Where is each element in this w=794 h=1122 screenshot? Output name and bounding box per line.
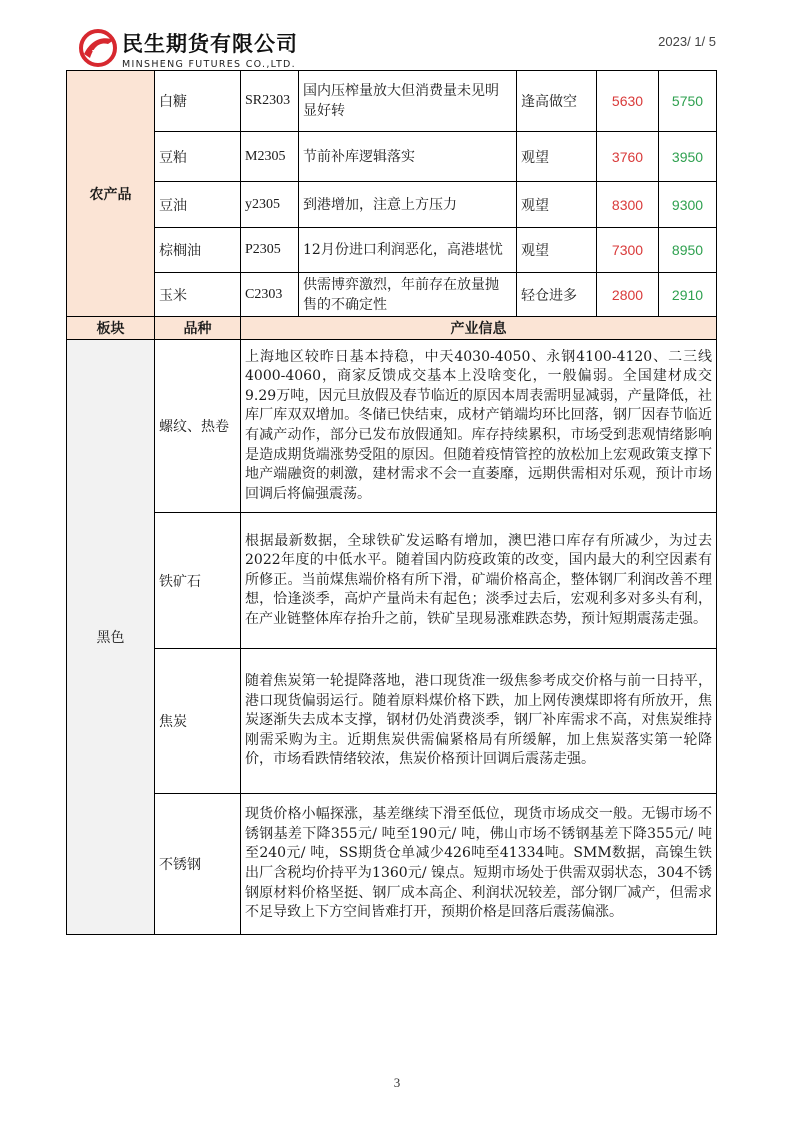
resistance-price: 2910 [659,273,717,317]
variety-name: 豆粕 [155,132,241,182]
resistance-price: 5750 [659,71,717,132]
support-price: 2800 [597,273,659,317]
support-price: 8300 [597,182,659,228]
variety-name: 棕榈油 [155,228,241,273]
column-header-sector: 板块 [67,317,155,340]
variety-name: 豆油 [155,182,241,228]
core-logic: 节前补库逻辑落实 [299,132,517,182]
company-name-cn: 民生期货有限公司 [122,32,298,56]
variety-name: 玉米 [155,273,241,317]
table-row [67,340,717,513]
sector-black: 黑色 [67,340,155,935]
page-header [76,26,720,74]
industry-info: 上海地区较昨日基本持稳，中天4030-4050、永钢4100-4120、二三线4000-4060，商家反馈成交基本上没啥变化，一般偏弱。全国建材成交9.29万吨，因元旦放假及春节临近的原因本周表需明显减弱，产量降低，社库厂库双双增加。冬储已快结束，成材产销端均环比回落，钢厂因春节临近有减产动作，部分已发布放假通知。库存持续累积，市场受到悲观情绪影响是造成期货端涨势受阻的原因。但随着疫情管控的放松加上宏观政策支撑下地产端融资的刺激，建材需求不会一直萎靡，远期供需相对乐观，预计市场回调后将偏强震荡。 [241,340,717,513]
table-row [67,794,717,935]
resistance-price: 8950 [659,228,717,273]
core-logic: 到港增加，注意上方压力 [299,182,517,228]
strategy-table [66,70,717,935]
strategy-view: 观望 [517,182,597,228]
column-header-variety: 品种 [155,317,241,340]
table-row [67,649,717,794]
minsheng-logo-icon [78,28,118,68]
sector-agri: 农产品 [67,71,155,317]
core-logic: 国内压榨量放大但消费量未见明显好转 [299,71,517,132]
strategy-view: 逢高做空 [517,71,597,132]
core-logic: 供需博弈激烈，年前存在放量抛售的不确定性 [299,273,517,317]
table-row [67,228,717,273]
table-row [67,513,717,649]
contract-code: C2303 [241,273,299,317]
variety-name: 白糖 [155,71,241,132]
strategy-view: 观望 [517,228,597,273]
industry-variety: 焦炭 [155,649,241,794]
contract-code: M2305 [241,132,299,182]
support-price: 7300 [597,228,659,273]
contract-code: y2305 [241,182,299,228]
industry-variety: 铁矿石 [155,513,241,649]
contract-code: SR2303 [241,71,299,132]
support-price: 3760 [597,132,659,182]
strategy-view: 观望 [517,132,597,182]
column-header-info: 产业信息 [241,317,717,340]
industry-variety: 螺纹、热卷 [155,340,241,513]
core-logic: 12月份进口利润恶化，高港堪忧 [299,228,517,273]
company-name-en: MINSHENG FUTURES CO.,LTD. [122,59,296,70]
contract-code: P2305 [241,228,299,273]
table-row [67,132,717,182]
industry-variety: 不锈钢 [155,794,241,935]
table-row [67,273,717,317]
industry-info: 根据最新数据，全球铁矿发运略有增加，澳巴港口库存有所减少，为过去2022年度的中低水平。随着国内防疫政策的改变，国内最大的利空因素有所修正。当前煤焦端价格有所下滑，矿端价格高企，整体钢厂利润改善不理想，恰逢淡季，高炉产量尚未有起色；淡季过去后，宏观利多对多头有利，在产业链整体库存抬升之前，铁矿呈现易涨难跌态势，预计短期震荡走强。 [241,513,717,649]
industry-info: 现货价格小幅探涨，基差继续下滑至低位，现货市场成交一般。无锡市场不锈钢基差下降355元/ 吨至190元/ 吨，佛山市场不锈钢基差下降355元/ 吨至240元/ 吨，SS期货仓单减少426吨至41334吨。SMM数据，高镍生铁出厂含税均价持平为1360元/ 镍点。短期市场处于供需双弱状态，304不锈钢原材料价格坚挺、钢厂成本高企、利润状况较差，部分钢厂减产，但需求不足导致上下方空间皆难打开，预期价格是回落后震荡偏涨。 [241,794,717,935]
table-row [67,71,717,132]
resistance-price: 9300 [659,182,717,228]
page-number: 3 [393,1075,401,1090]
support-price: 5630 [597,71,659,132]
table-row [67,182,717,228]
resistance-price: 3950 [659,132,717,182]
industry-info: 随着焦炭第一轮提降落地，港口现货准一级焦参考成交价格与前一日持平，港口现货偏弱运行。随着原料煤价格下跌，加上网传澳煤即将有所放开，焦炭逐渐失去成本支撑，钢材仍处消费淡季，钢厂补库需求不高，对焦炭维持刚需采购为主。近期焦炭供需偏紧格局有所缓解，加上焦炭落实第一轮降价，市场看跌情绪较浓，焦炭价格预计回调后震荡走强。 [241,649,717,794]
industry-header-row [67,317,717,340]
strategy-view: 轻仓进多 [517,273,597,317]
report-date: 2023/ 1/ 5 [658,34,716,49]
